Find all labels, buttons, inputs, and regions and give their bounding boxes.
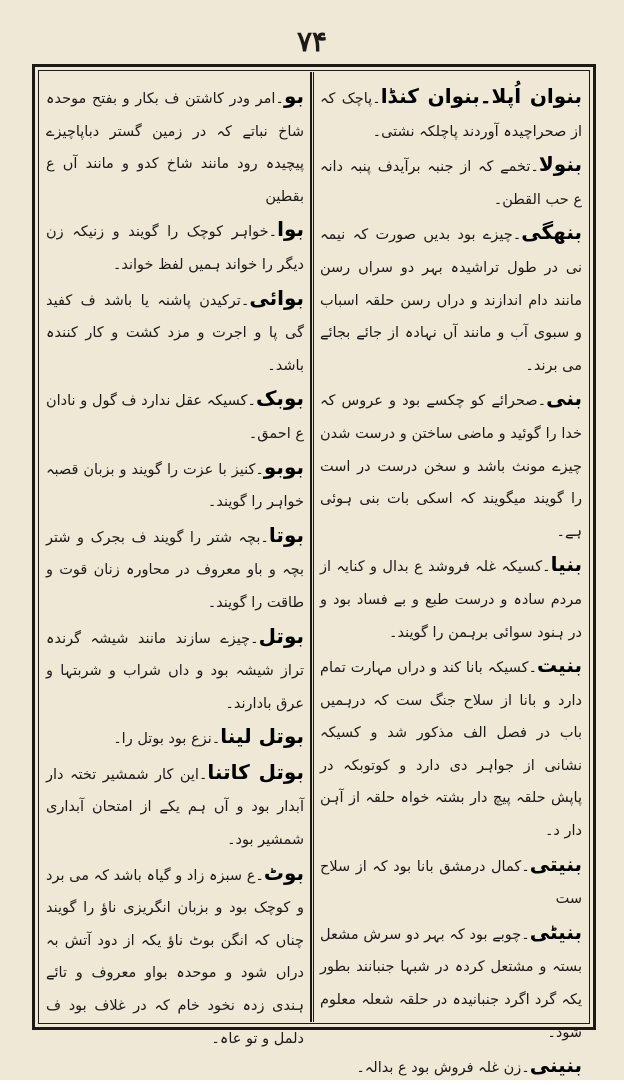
- entry-headword: بوتل لینا: [220, 724, 304, 749]
- right-column: [320, 80, 582, 1078]
- entry-headword: بوبو: [263, 454, 304, 479]
- entry-headword: بوائی: [249, 285, 304, 310]
- entry-headword: بنینی: [529, 1053, 582, 1078]
- page-number: ۷۴: [296, 25, 328, 58]
- dictionary-entry: [320, 382, 582, 548]
- dictionary-entry: [46, 720, 304, 756]
- entry-definition: ۔کسیکہ بانا کند و دراں مہارت تمام دارد و بانا از سلاح جنگ ست کہ درہمیں باب در فصل الف مذکور شد و کسیکہ نشانی از جواہر دی دارد و کوتوبکہ در پاپش حلقہ پیچ دار بشتہ خواہ حلقہ از آہن دار د۔: [320, 660, 582, 840]
- entry-headword: بنیت: [536, 653, 582, 678]
- entry-definition: ۔چیزے بود بدیں صورت کہ نیمہ نی در طول تراشیدہ بہر دو سراں رسن مانند دام اندازند و دراں رسن حلقہ اسباب و سبوی آب و مانند آں نہادہ از جائے بجائے می برند۔: [320, 227, 582, 374]
- entry-headword: بنیتی: [529, 851, 582, 876]
- entry-headword: بنی: [546, 386, 582, 411]
- dictionary-entry: [320, 1049, 582, 1085]
- dictionary-entry: [320, 649, 582, 848]
- entry-definition: ۔زن غلہ فروش بود ع بدالہ۔: [356, 1060, 530, 1077]
- entry-definition: ۔این کار شمشیر تختہ دار آبدار بود و آں ہم یکے از امتحان آبداری شمشیر بود۔: [46, 766, 304, 849]
- entry-headword: بوتل: [258, 623, 304, 648]
- entry-definition: ۔چوبے بود کہ بہر دو سرش مشعل بستہ و مشتعل کردہ در شبہا جنبانند بطور یکہ گرد اگرد جنبانیدہ در حلقہ شعلہ معلوم شود۔: [320, 926, 582, 1041]
- dictionary-entry: [320, 148, 582, 216]
- entry-definition: ۔پاچک کہ از صحراچیدہ آوردند پاچلکہ نشتی۔: [320, 91, 582, 140]
- left-column: [46, 80, 304, 1047]
- entry-definition: ۔کسیکہ عقل ندارد ف گول و نادان ع احمق۔: [46, 393, 304, 442]
- entry-headword: بنیا: [550, 552, 582, 577]
- entry-headword: بوٹ: [263, 860, 304, 885]
- dictionary-entry: [320, 216, 582, 382]
- dictionary-entry: [320, 848, 582, 916]
- entry-definition: ۔نزع بود بوتل را۔: [113, 731, 221, 748]
- entry-headword: بو: [283, 84, 304, 108]
- dictionary-entry: [320, 80, 582, 148]
- entry-definition: ۔صحرائے کو چکسے بود و عروس کہ خدا را گوئید و ماضی ساختن و درست شدن چیزے مونث باشد و سخن درست در است را گویند میگویند کہ اسکی بات بنی ہوئی ہے۔: [320, 393, 582, 540]
- dictionary-entry: [46, 282, 304, 383]
- entry-headword: بوا: [277, 217, 304, 242]
- entry-headword: بوبک: [255, 386, 304, 411]
- entry-headword: بوتا: [268, 522, 304, 547]
- dictionary-entry: [46, 80, 304, 213]
- entry-headword: بنیٹی: [529, 919, 582, 944]
- dictionary-entry: [46, 519, 304, 620]
- dictionary-entry: [46, 756, 304, 857]
- entry-definition: ۔بچہ شتر را گویند ف بجرک و شتر بچہ و باو معروف در محاورہ زنان قوت و طاقت را گویند۔: [46, 529, 304, 611]
- entry-definition: ۔ترکیدن پاشنہ یا باشد ف کفید گی پا و اجرت و مزد کشت و کار کنندہ باشد۔: [46, 292, 304, 374]
- dictionary-entry: [46, 382, 304, 450]
- dictionary-entry: [320, 548, 582, 649]
- entry-definition: ۔ع سبزہ زاد و گیاہ باشد کہ می برد و کوچک بود و بزبان انگریزی ناؤ را گویند چناں کہ انگن بوٹ ناؤ یکہ از دود آتش بہ دراں شود و موحدہ بواو معروف و تائے ہندی زدہ نخود خام کہ در غلاف بود ف دلمل و تو عاہ۔: [46, 867, 304, 1047]
- dictionary-entry: [46, 213, 304, 281]
- entry-definition: ۔خواہر کوچک را گویند و زنیکہ زن دیگر را خواند ہمیں لفظ خواند۔: [46, 224, 304, 273]
- entry-headword: بنولا: [538, 152, 582, 177]
- column-divider: [310, 72, 314, 1022]
- dictionary-entry: [46, 620, 304, 721]
- dictionary-entry: [46, 857, 304, 1056]
- dictionary-entry: [320, 916, 582, 1049]
- entry-definition: ۔کسیکہ غلہ فروشد ع بدال و کنایہ از مردم سادہ و درست طبع و بے فساد بود و در ہنود سوائی برہمن را گویند۔: [320, 559, 582, 641]
- entry-definition: ۔تخمے کہ از جنبہ برآیدف پنبہ دانہ ع حب القطن۔: [320, 159, 582, 208]
- entry-definition: ۔کنیز با عزت را گویند و بزبان قصبہ خواہر را گویند۔: [46, 461, 304, 511]
- entry-headword: بنوان اُپلا۔بنوان کنڈا: [380, 84, 582, 108]
- entry-headword: بنھگی: [521, 220, 582, 245]
- entry-definition: ۔امر ودر کاشتن ف بکار و بفتح موحدہ شاخ نباتے کہ در زمین گستر دباپاچیزے پیچیدہ رود مانند شاخ کدو و مانند آں ع بقطین: [46, 91, 304, 205]
- entry-definition: ۔چیزے سازند مانند شیشہ گرندہ تراز شیشہ بود و داں شراب و شربتہا و عرق بادارند۔: [46, 630, 304, 712]
- entry-headword: بوتل کاتنا: [207, 759, 304, 784]
- entry-definition: ۔کمال درمشق بانا بود کہ از سلاح ست: [320, 858, 582, 908]
- dictionary-entry: [46, 451, 304, 519]
